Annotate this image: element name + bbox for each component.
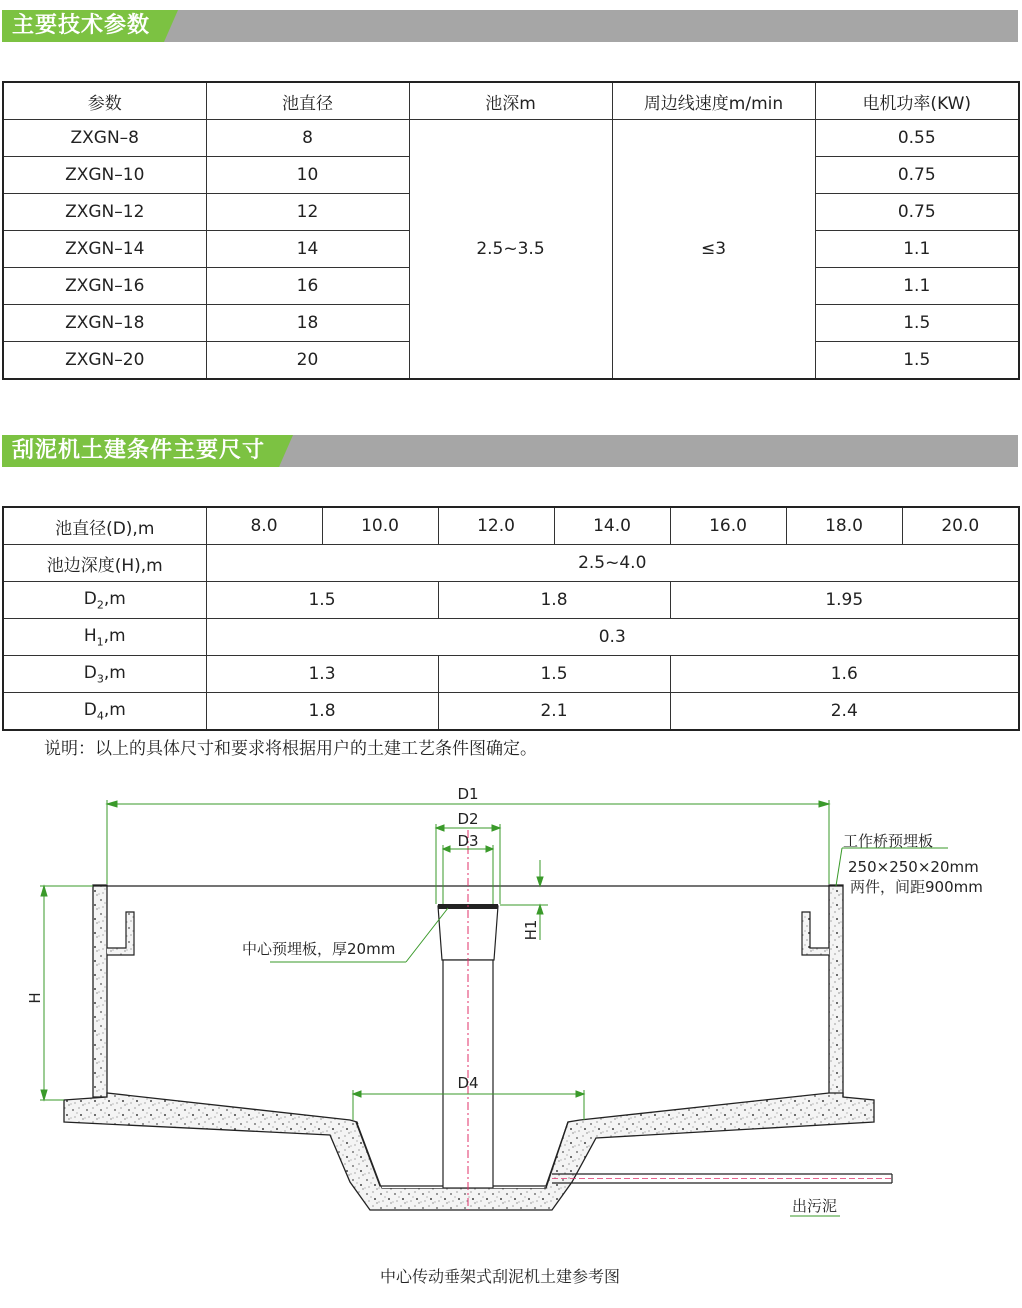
drawing-caption: 中心传动垂架式刮泥机土建参考图 <box>379 1267 621 1286</box>
value-cell: 0.3 <box>206 619 1019 656</box>
power-cell: 1.1 <box>815 268 1019 305</box>
power-cell: 0.75 <box>815 194 1019 231</box>
row-label <box>3 619 206 656</box>
column-header: 参数 <box>3 82 206 120</box>
row-label <box>3 582 206 619</box>
section-title: 刮泥机土建条件主要尺寸 <box>2 435 279 467</box>
model-cell: ZXGN–12 <box>3 194 206 231</box>
label-d2: D2 <box>457 810 479 828</box>
power-cell: 0.75 <box>815 157 1019 194</box>
table-row <box>3 619 1019 656</box>
value-cell: 1.5 <box>206 582 438 619</box>
diameter-cell: 10.0 <box>322 507 438 545</box>
label-bridge-spacing: 两件，间距900mm <box>850 878 983 896</box>
civil-reference-drawing <box>0 770 1022 1308</box>
label-symbol: D <box>83 588 97 609</box>
sludge-outlet-pipe <box>552 1174 892 1183</box>
label-symbol: D <box>83 699 97 720</box>
row-label <box>3 656 206 693</box>
label-subscript: 1 <box>96 635 104 649</box>
center-column <box>438 830 498 1210</box>
label-d1: D1 <box>457 785 479 803</box>
table-row <box>3 507 1019 545</box>
table-row <box>3 545 1019 582</box>
model-cell: ZXGN–14 <box>3 231 206 268</box>
model-cell: ZXGN–16 <box>3 268 206 305</box>
label-h1: H1 <box>522 919 540 941</box>
row-label: 池边深度(H),m <box>3 545 206 582</box>
diameter-cell: 14 <box>206 231 409 268</box>
label-center-plate: 中心预埋板，厚20mm <box>242 940 396 958</box>
diameter-cell: 18 <box>206 305 409 342</box>
table-header-row <box>3 82 1019 120</box>
column-header: 池深m <box>409 82 612 120</box>
diameter-cell: 20 <box>206 342 409 380</box>
column-header: 电机功率(KW) <box>815 82 1019 120</box>
diameter-cell: 12 <box>206 194 409 231</box>
label-bridge-plate: 工作桥预埋板 <box>843 832 934 850</box>
label-d4: D4 <box>457 1074 479 1092</box>
diameter-cell: 16.0 <box>670 507 786 545</box>
label-subscript: 2 <box>96 598 104 612</box>
value-cell: 1.95 <box>670 582 1019 619</box>
label-h: H <box>26 992 44 1004</box>
diameter-cell: 20.0 <box>902 507 1019 545</box>
diameter-cell: 14.0 <box>554 507 670 545</box>
power-cell: 1.5 <box>815 342 1019 380</box>
label-d3: D3 <box>457 832 479 850</box>
label-unit: ,m <box>103 699 126 720</box>
section-header-tech-params <box>2 10 1018 42</box>
model-cell: ZXGN–20 <box>3 342 206 380</box>
diameter-cell: 12.0 <box>438 507 554 545</box>
diameter-cell: 16 <box>206 268 409 305</box>
label-symbol: D <box>83 662 97 683</box>
table-row <box>3 693 1019 731</box>
value-cell: 1.6 <box>670 656 1019 693</box>
section-header-civil-dimensions <box>2 435 1018 467</box>
power-cell: 1.1 <box>815 231 1019 268</box>
civil-dimensions-table <box>2 506 1020 731</box>
row-label <box>3 693 206 731</box>
power-cell: 1.5 <box>815 305 1019 342</box>
diameter-cell: 18.0 <box>786 507 902 545</box>
table-row <box>3 582 1019 619</box>
label-subscript: 3 <box>96 672 104 686</box>
label-unit: ,m <box>103 625 126 646</box>
diameter-cell: 8 <box>206 120 409 157</box>
model-cell: ZXGN–10 <box>3 157 206 194</box>
tech-params-table <box>2 81 1020 380</box>
speed-cell: ≤3 <box>612 120 815 380</box>
model-cell: ZXGN–18 <box>3 305 206 342</box>
model-cell: ZXGN–8 <box>3 120 206 157</box>
value-cell: 2.1 <box>438 693 670 731</box>
label-sludge-out: 出污泥 <box>792 1197 838 1215</box>
column-header: 周边线速度m/min <box>612 82 815 120</box>
depth-cell: 2.5~3.5 <box>409 120 612 380</box>
label-unit: ,m <box>103 662 126 683</box>
value-cell: 2.4 <box>670 693 1019 731</box>
label-subscript: 4 <box>96 709 104 723</box>
diameter-cell: 10 <box>206 157 409 194</box>
table-row <box>3 656 1019 693</box>
section-title: 主要技术参数 <box>2 10 164 42</box>
column-header: 池直径 <box>206 82 409 120</box>
row-label: 池直径(D),m <box>3 507 206 545</box>
label-unit: ,m <box>103 588 126 609</box>
power-cell: 0.55 <box>815 120 1019 157</box>
depth-value-cell: 2.5~4.0 <box>206 545 1019 582</box>
value-cell: 1.8 <box>206 693 438 731</box>
value-cell: 1.5 <box>438 656 670 693</box>
diameter-cell: 8.0 <box>206 507 322 545</box>
note-text: 说明：以上的具体尺寸和要求将根据用户的土建工艺条件图确定。 <box>44 739 537 759</box>
table-row <box>3 120 1019 157</box>
value-cell: 1.8 <box>438 582 670 619</box>
label-bridge-size: 250×250×20mm <box>848 858 979 876</box>
label-symbol: H <box>83 625 97 646</box>
value-cell: 1.3 <box>206 656 438 693</box>
